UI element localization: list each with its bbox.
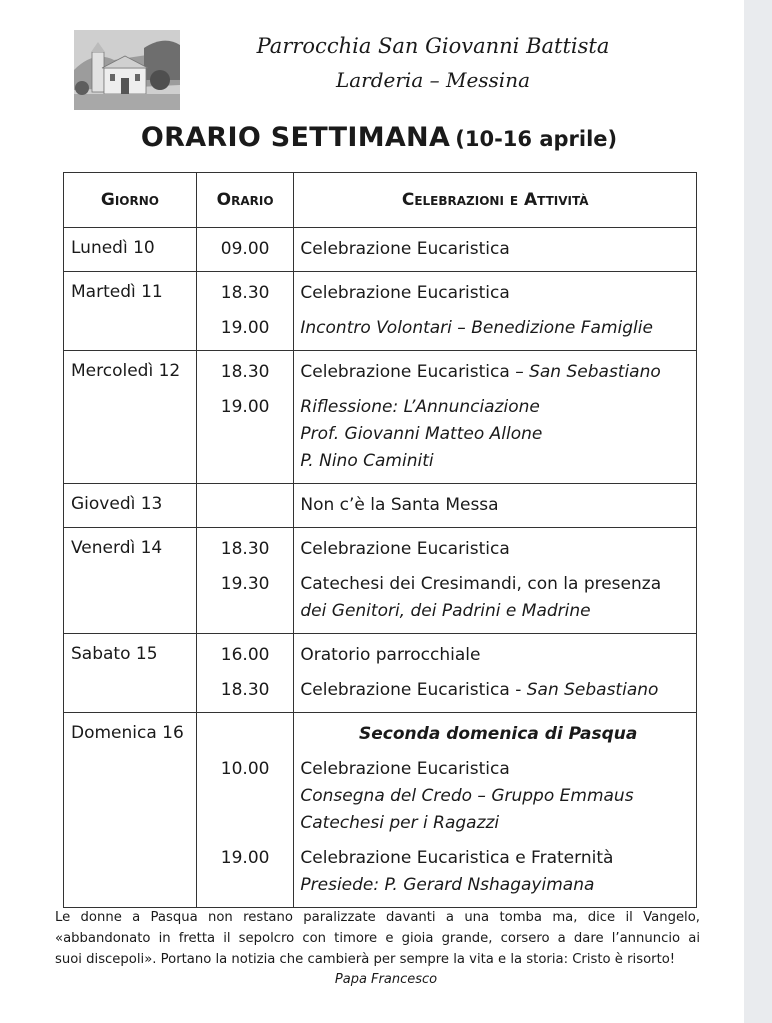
activity-line: Prof. Giovanni Matteo Allone — [300, 424, 543, 444]
day-cell — [64, 351, 197, 484]
table-header-row — [64, 173, 697, 228]
time-cell — [196, 713, 294, 908]
table-row — [64, 713, 697, 908]
page-margin-strip — [744, 0, 772, 1023]
table-row — [64, 228, 697, 272]
activity-cell — [294, 228, 697, 272]
day-cell — [64, 528, 197, 634]
day-label: Venerdì 14 — [71, 538, 163, 558]
table-row — [64, 484, 697, 528]
activity-line: dei Genitori, dei Padrini e Madrine — [300, 601, 591, 621]
day-label: Giovedì 13 — [71, 494, 163, 514]
activity-line: Catechesi per i Ragazzi — [300, 813, 500, 833]
day-cell — [64, 634, 197, 713]
title-main: ORARIO SETTIMANA — [140, 122, 451, 153]
easter-quote — [55, 907, 700, 970]
time-label: 19.00 — [220, 397, 270, 417]
day-label: Sabato 15 — [71, 644, 158, 664]
activity-line: Incontro Volontari – Benedizione Famiglie — [300, 318, 653, 338]
activity-line: Celebrazione Eucaristica — [300, 283, 510, 303]
table-row — [64, 634, 697, 713]
table-row — [64, 528, 697, 634]
time-label: 10.00 — [220, 759, 270, 779]
activity-line: P. Nino Caminiti — [300, 451, 434, 471]
time-label: 18.30 — [220, 283, 270, 303]
activity-text: Celebrazione Eucaristica - — [300, 680, 527, 700]
header-giorno: Giorno — [64, 173, 197, 228]
activity-cell — [294, 272, 697, 351]
quote-line: Le donne a Pasqua non restano paralizzate davanti a una tomba ma, dice il Vangelo, — [55, 910, 700, 925]
church-photo — [74, 30, 180, 110]
activity-line: Oratorio parrocchiale — [300, 645, 481, 665]
activity-line: Presiede: P. Gerard Nshagayimana — [300, 875, 595, 895]
time-label: 19.00 — [220, 318, 270, 338]
activity-cell — [294, 351, 697, 484]
activity-cell — [294, 713, 697, 908]
parish-location: Larderia – Messina — [335, 68, 531, 92]
day-cell — [64, 272, 197, 351]
header-orario: Orario — [196, 173, 294, 228]
time-cell — [196, 528, 294, 634]
time-label: 18.30 — [220, 539, 270, 559]
activity-cell — [294, 528, 697, 634]
day-cell — [64, 484, 197, 528]
activity-cell — [294, 634, 697, 713]
schedule-table — [63, 172, 697, 908]
time-cell — [196, 351, 294, 484]
day-label: Lunedì 10 — [71, 238, 155, 258]
activity-line — [294, 359, 696, 386]
day-label: Martedì 11 — [71, 282, 163, 302]
activity-line: Celebrazione Eucaristica — [300, 759, 510, 779]
day-subtitle: Seconda domenica di Pasqua — [359, 724, 638, 744]
activity-line: Riflessione: L’Annunciazione — [300, 397, 540, 417]
quote-author: Papa Francesco — [334, 972, 438, 987]
time-label: 19.00 — [220, 848, 270, 868]
activity-line: Non c’è la Santa Messa — [300, 495, 499, 515]
activity-location: San Sebastiano — [529, 362, 661, 382]
title-dates: (10-16 aprile) — [455, 127, 618, 151]
day-label: Domenica 16 — [71, 723, 184, 743]
day-label: Mercoledì 12 — [71, 361, 181, 381]
quote-line: suoi discepoli». Portano la notizia che cambierà per sempre la vita e la storia: Cristo è risorto! — [55, 952, 676, 967]
table-row — [64, 272, 697, 351]
parish-name: Parrocchia San Giovanni Battista — [256, 34, 610, 58]
time-label: 19.30 — [220, 574, 270, 594]
time-cell — [196, 634, 294, 713]
time-label: 18.30 — [220, 680, 270, 700]
activity-line: Celebrazione Eucaristica — [300, 539, 510, 559]
activity-line: Catechesi dei Cresimandi, con la presenza — [300, 574, 662, 594]
activity-line: Consegna del Credo – Gruppo Emmaus — [300, 786, 634, 806]
time-cell — [196, 272, 294, 351]
page-title — [62, 122, 696, 153]
activity-line — [294, 677, 696, 704]
header-celebrazioni: Celebrazioni e Attività — [294, 173, 697, 228]
activity-cell — [294, 484, 697, 528]
activity-text: Celebrazione Eucaristica – — [300, 362, 530, 382]
quote-line: «abbandonato in fretta il sepolcro con timore e gioia grande, corsero a dare l’annuncio ai — [55, 931, 700, 946]
time-label: 16.00 — [220, 645, 270, 665]
activity-line: Celebrazione Eucaristica e Fraternità — [300, 848, 614, 868]
time-label: 09.00 — [220, 239, 270, 259]
time-label — [197, 492, 294, 519]
time-label: 18.30 — [220, 362, 270, 382]
activity-location: San Sebastiano — [526, 680, 659, 700]
day-cell — [64, 228, 197, 272]
table-row — [64, 351, 697, 484]
activity-line: Celebrazione Eucaristica — [300, 239, 510, 259]
time-cell — [196, 228, 294, 272]
day-cell — [64, 713, 197, 908]
time-cell — [196, 484, 294, 528]
